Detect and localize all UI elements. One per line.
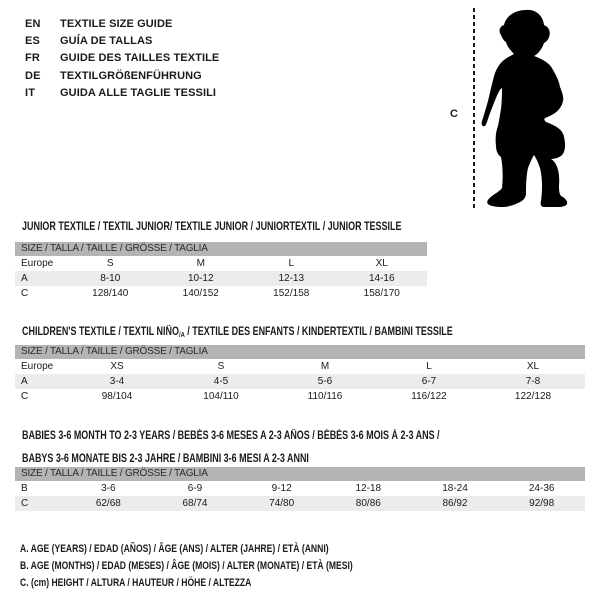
language-code: IT <box>25 86 36 99</box>
cell: 80/86 <box>355 498 381 509</box>
row-label: B <box>21 483 28 494</box>
table-row <box>15 374 585 389</box>
baby-figure <box>440 5 600 215</box>
cell: 6-7 <box>421 376 437 387</box>
cell: 158/170 <box>363 288 400 299</box>
language-code: DE <box>25 69 41 82</box>
babies-size-table <box>15 467 585 511</box>
cell: 92/98 <box>529 498 555 509</box>
language-title: TEXTILGRÖßENFÜHRUNG <box>60 69 202 82</box>
cell: S <box>217 361 225 372</box>
row-label: A <box>21 273 28 284</box>
table-row <box>15 271 427 286</box>
row-label: C <box>21 498 29 509</box>
cell: L <box>426 361 432 372</box>
baby-silhouette-shape <box>482 10 568 207</box>
cell: 9-12 <box>271 483 292 494</box>
title-text: / TEXTILE DES ENFANTS / KINDERTEXTIL / BAMBINI TESSILE <box>184 326 453 338</box>
cell: 18-24 <box>442 483 468 494</box>
language-title: GUIDA ALLE TAGLIE TESSILI <box>60 86 217 99</box>
cell: M <box>196 258 205 269</box>
cell: 3-6 <box>101 483 116 494</box>
cell: 140/152 <box>182 288 219 299</box>
language-row-de <box>25 67 219 84</box>
title-text: CHILDREN'S TEXTILE / TEXTIL NIÑO <box>22 326 179 338</box>
row-label: C <box>21 288 29 299</box>
language-row-en <box>25 15 219 32</box>
row-label: Europe <box>21 258 54 269</box>
language-code: ES <box>25 34 41 47</box>
cell: 7-8 <box>525 376 541 387</box>
junior-section-title: JUNIOR TEXTILE / TEXTIL JUNIOR/ TEXTILE JUNIOR / JUNIORTEXTIL / JUNIOR TESSILE <box>22 221 402 233</box>
cell: XS <box>110 361 124 372</box>
language-header <box>25 15 219 101</box>
cell: S <box>106 258 114 269</box>
table-row <box>15 496 585 511</box>
cell: 128/140 <box>92 288 129 299</box>
cell: M <box>320 361 330 372</box>
footnote-c: C. (cm) HEIGHT / ALTURA / HAUTEUR / HÖHE / ALTEZZA <box>20 577 252 589</box>
language-title: GUIDE DES TAILLES TEXTILE <box>60 52 220 65</box>
language-row-it <box>25 84 219 101</box>
language-row-es <box>25 32 219 49</box>
cell: 110/116 <box>307 391 343 402</box>
cell: 4-5 <box>213 376 229 387</box>
table-row <box>15 256 427 271</box>
children-section-title <box>22 322 574 340</box>
cell: 12-13 <box>278 273 305 284</box>
language-row-fr <box>25 50 219 67</box>
cell: 14-16 <box>368 273 395 284</box>
language-code: FR <box>25 52 41 65</box>
cell: 12-18 <box>355 483 382 494</box>
cell: 116/122 <box>411 391 447 402</box>
title-subscript: /A <box>178 330 185 339</box>
height-measure-label: C <box>450 108 458 120</box>
cell: 5-6 <box>317 376 333 387</box>
row-label: Europe <box>21 361 54 372</box>
row-label: A <box>21 376 28 387</box>
table-row <box>15 481 585 496</box>
cell: 6-9 <box>187 483 203 494</box>
row-label: C <box>21 391 29 402</box>
junior-size-table <box>15 242 427 301</box>
cell: 122/128 <box>514 391 552 402</box>
cell: 104/110 <box>203 391 239 402</box>
cell: 10-12 <box>187 273 214 284</box>
cell: XL <box>375 258 388 269</box>
table-header-band: SIZE / TALLA / TAILLE / GRÖSSE / TAGLIA <box>15 242 427 256</box>
table-header-band: SIZE / TALLA / TAILLE / GRÖSSE / TAGLIA <box>15 467 585 481</box>
cell: 98/104 <box>101 391 133 402</box>
cell: 152/158 <box>273 288 310 299</box>
table-row <box>15 359 585 374</box>
baby-silhouette-icon <box>440 5 600 215</box>
cell: 68/74 <box>182 498 208 509</box>
language-title: TEXTILE SIZE GUIDE <box>60 17 173 30</box>
children-size-table <box>15 345 585 404</box>
footnote-a: A. AGE (YEARS) / EDAD (AÑOS) / ÂGE (ANS) / ALTER (JAHRE) / ETÀ (ANNI) <box>20 543 329 555</box>
language-title: GUÍA DE TALLAS <box>60 34 153 47</box>
cell: 86/92 <box>442 498 468 509</box>
table-row <box>15 389 585 404</box>
cell: XL <box>526 361 540 372</box>
cell: 3-4 <box>109 376 125 387</box>
cell: 8-10 <box>100 273 121 284</box>
cell: 62/68 <box>95 498 121 509</box>
cell: 74/80 <box>269 498 295 509</box>
language-code: EN <box>25 17 41 30</box>
table-header-band: SIZE / TALLA / TAILLE / GRÖSSE / TAGLIA <box>15 345 585 359</box>
cell: 24-36 <box>528 483 555 494</box>
table-row <box>15 286 427 301</box>
footnote-b: B. AGE (MONTHS) / EDAD (MESES) / ÂGE (MOIS) / ALTER (MONATE) / ETÀ (MESI) <box>20 560 353 572</box>
cell: L <box>288 258 295 269</box>
babies-section-title: BABIES 3-6 MONTH TO 2-3 YEARS / BEBÉS 3-6 MESES A 2-3 AÑOS / BÉBÉS 3-6 MOIS À 2-3 ANS / BABYS 3-6 MONATE BIS 2-3 JAHRE / BAMBINI 3-6 MESI A 2-3 ANNI <box>22 430 440 465</box>
